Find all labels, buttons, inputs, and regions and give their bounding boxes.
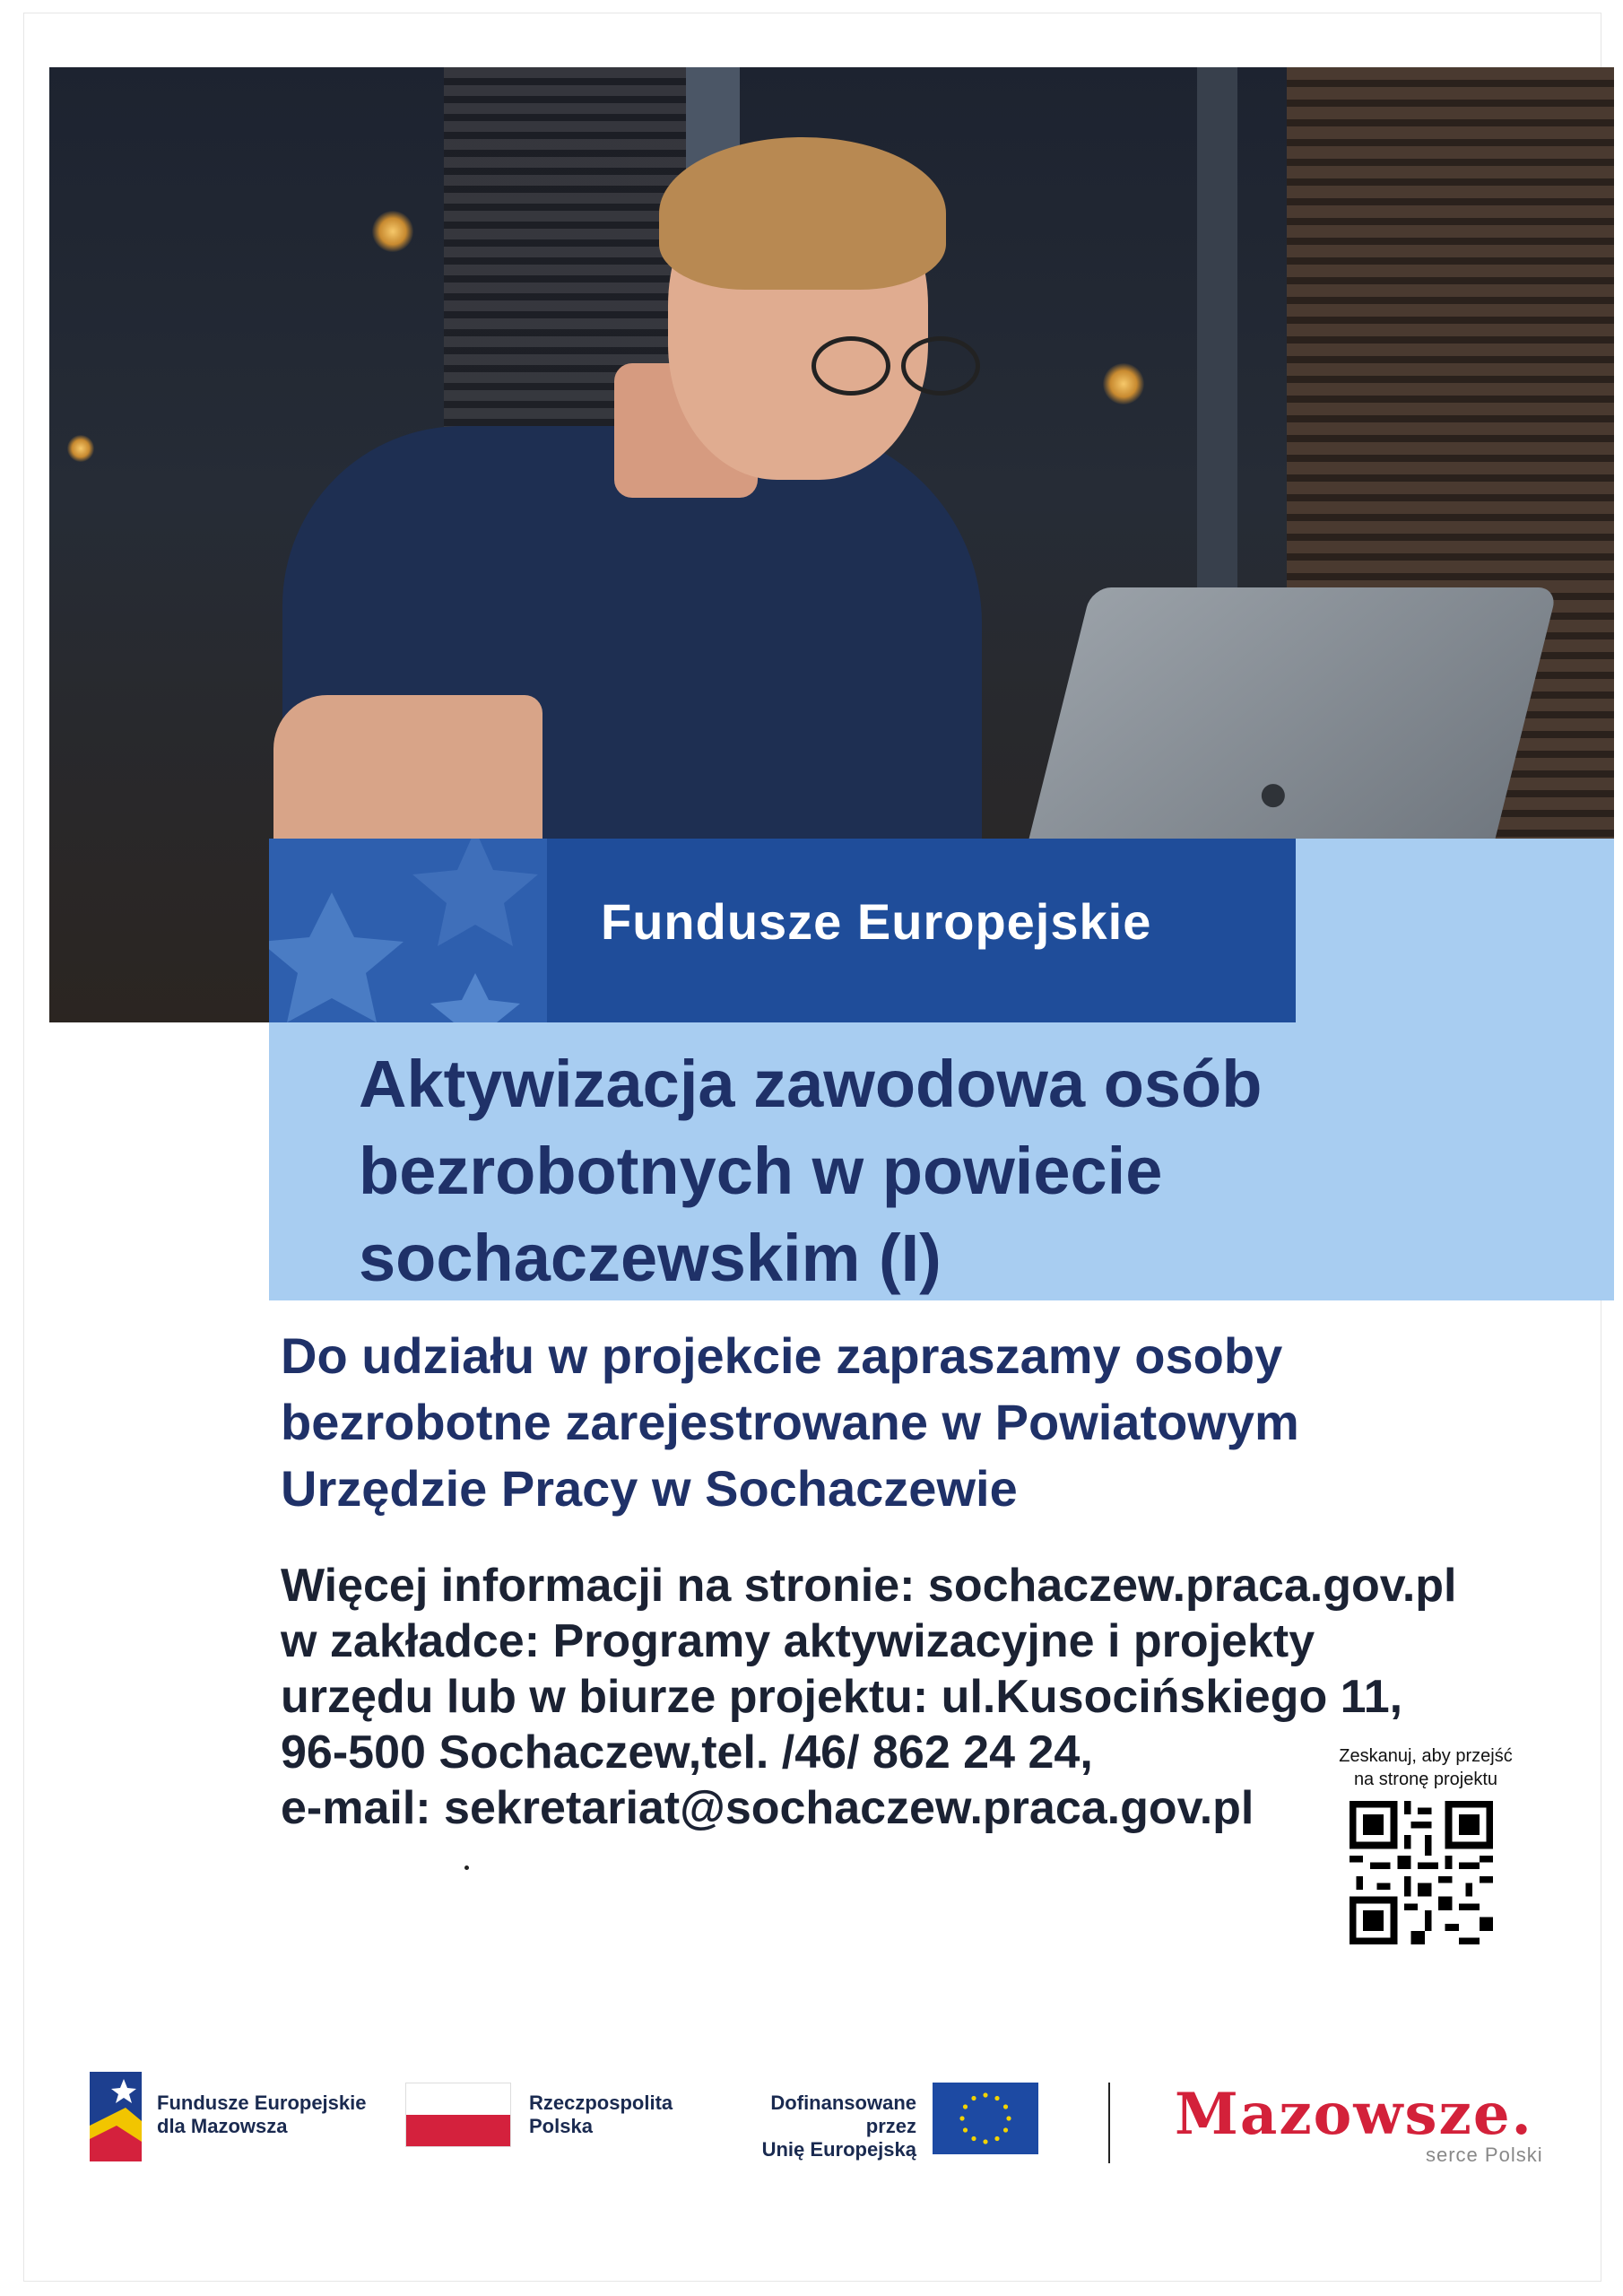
stray-mark (464, 1866, 469, 1870)
mazowsze-tagline: serce Polski (1426, 2144, 1543, 2166)
project-title-line: bezrobotnych w powiecie (359, 1134, 1163, 1208)
info-line: w zakładce: Programy aktywizacyjne i projekty (281, 1615, 1315, 1667)
laptop-logo-icon: ● (1260, 776, 1287, 812)
qr-code-icon[interactable] (1350, 1801, 1493, 1944)
polish-flag-icon (405, 2083, 511, 2147)
rp-logo-text: Rzeczpospolita Polska (529, 2092, 673, 2137)
project-title (359, 1040, 1524, 1301)
programme-band (269, 839, 1296, 1022)
invitation-line: Do udziału w projekcie zapraszamy osoby (281, 1327, 1283, 1384)
project-title-line: sochaczewskim (I) (359, 1221, 942, 1295)
fe-logo-text: Fundusze Europejskie dla Mazowsza (157, 2092, 367, 2137)
info-line-email[interactable]: e-mail: sekretariat@sochaczew.praca.gov.pl (281, 1782, 1254, 1834)
contact-info (281, 1558, 1581, 1836)
stars-decoration-icon (269, 839, 547, 1022)
info-line-address: urzędu lub w biurze projektu: ul.Kusocińskiego 11, (281, 1671, 1403, 1723)
fundusze-europejskie-logo-icon (90, 2072, 142, 2161)
project-title-line: Aktywizacja zawodowa osób (359, 1047, 1263, 1121)
invitation-line: Urzędzie Pracy w Sochaczewie (281, 1460, 1018, 1517)
eu-cofinanced-text: Dofinansowane przez Unię Europejską (761, 2092, 916, 2161)
glasses-icon (812, 336, 982, 390)
invitation-line: bezrobotne zarejestrowane w Powiatowym (281, 1394, 1299, 1450)
info-line-website[interactable]: Więcej informacji na stronie: sochaczew.praca.gov.pl (281, 1560, 1457, 1612)
footer-logos (0, 2072, 1623, 2179)
eu-flag-icon (933, 2083, 1038, 2154)
logo-divider (1108, 2083, 1110, 2163)
invitation-text (281, 1323, 1572, 1522)
mazowsze-logo: Mazowsze. (1175, 2081, 1533, 2148)
info-line-phone: 96-500 Sochaczew,tel. /46/ 862 24 24, (281, 1726, 1093, 1779)
programme-title: Fundusze Europejskie (601, 893, 1152, 950)
qr-label: Zeskanuj, aby przejść na stronę projektu (1339, 1746, 1513, 1789)
